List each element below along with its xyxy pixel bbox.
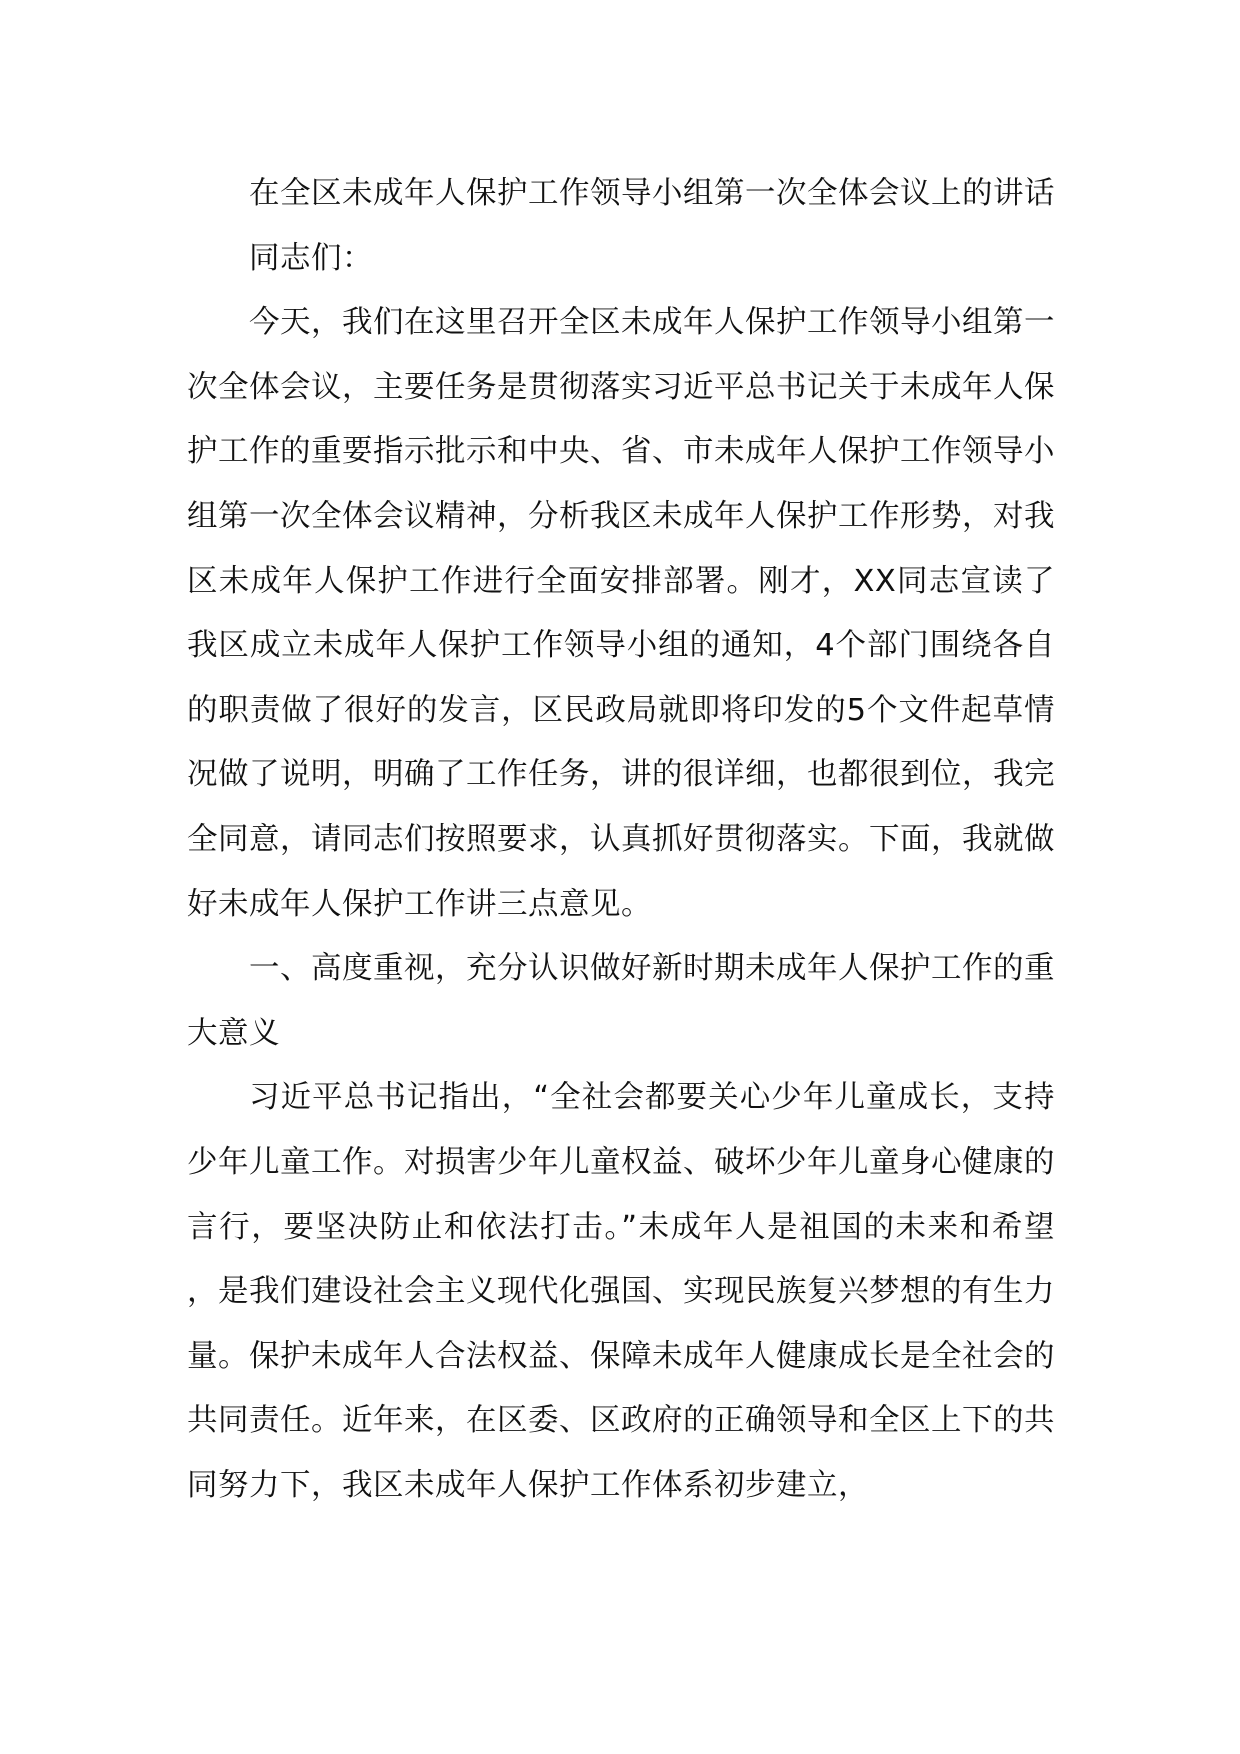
section-heading-1: 一、高度重视，充分认识做好新时期未成年人保护工作的重大意义 [187, 951, 1055, 1051]
salutation: 同志们： [249, 240, 373, 276]
body-paragraph-intro: 今天，我们在这里召开全区未成年人保护工作领导小组第一次全体会议，主要任务是贯彻落实习近平总书记关于未成年人保护工作的重要指示批示和中央、省、市未成年人保护工作领导小组第一次全体会议精神，分析我区未成年人保护工作形势，对我区未成年人保护工作进行全面安排部署。刚才，XX同志宣读了我区成立未成年人保护工作领导小组的通知，4个部门围绕各自的职责做了很好的发言，区民政局就即将印发的5个文件起草情况做了说明，明确了工作任务，讲的很详细，也都很到位，我完全同意，请同志们按照要求，认真抓好贯彻落实。下面，我就做好未成年人保护工作讲三点意见。 [187, 305, 1055, 922]
body-paragraph-section-1: 习近平总书记指出，“全社会都要关心少年儿童成长，支持少年儿童工作。对损害少年儿童权益、破坏少年儿童身心健康的言行，要坚决防止和依法打击。”未成年人是祖国的未来和希望，是我们建设社会主义现代化强国、实现民族复兴梦想的有生力量。保护未成年人合法权益、保障未成年人健康成长是全社会的共同责任。近年来，在区委、区政府的正确领导和全区上下的共同努力下，我区未成年人保护工作体系初步建立， [187, 1080, 1055, 1503]
document-title: 在全区未成年人保护工作领导小组第一次全体会议上的讲话 [249, 176, 1055, 211]
document-body [187, 162, 1055, 1518]
